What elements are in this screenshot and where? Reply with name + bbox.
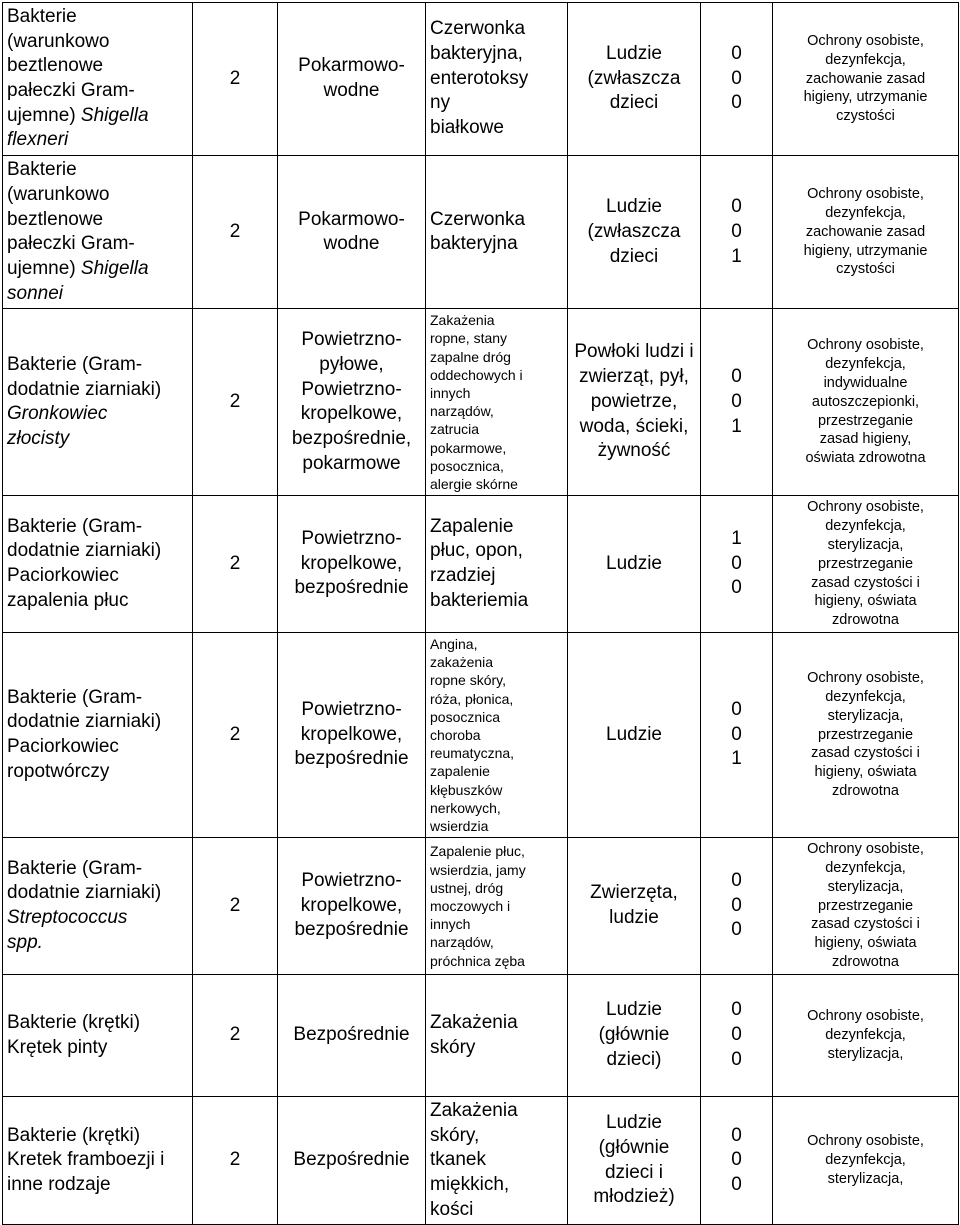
organism-line [7,128,188,153]
organism-text: dodatnie ziarniaki) [7,711,162,733]
table-row [3,633,959,838]
source-line: Ludzie [606,1112,662,1134]
risk-group-value: 2 [229,894,241,916]
classification-digit: 0 [731,220,742,242]
protection-line: przestrzeganie [817,555,914,572]
organism-line [7,378,188,403]
table-row [3,309,959,496]
classification-digit: 0 [731,999,742,1021]
table-row [3,975,959,1097]
disease-cell [426,975,568,1097]
route-line: wodne [323,233,380,255]
classification-digit: 0 [731,552,742,574]
organism-line [7,760,188,785]
classification-cell [701,838,773,975]
protection-line: sterylizacja, [827,1171,904,1188]
route-line: bezpośrednie [294,748,409,770]
source-line: Ludzie [606,196,662,218]
disease-line: moczowych i [430,897,511,914]
disease-line: zapalenie [430,763,490,780]
transmission-route-cell [278,3,426,156]
organism-line [7,881,188,906]
organism-text: zapalenia płuc [7,589,129,611]
route-line: Powietrzno- [301,378,402,400]
source-line: młodzież) [593,1186,675,1208]
protection-cell [773,3,959,156]
organism-line [7,79,188,104]
disease-line: zapalne dróg [430,348,511,365]
transmission-route-cell [278,633,426,838]
source-line: dzieci [609,92,659,114]
organism-line [7,54,188,79]
protection-line: indywidualne [823,374,908,391]
table-body [3,3,959,1225]
protection-line: sterylizacja, [827,878,904,895]
disease-cell [426,496,568,633]
transmission-route-cell [278,838,426,975]
protection-line: czystości [836,108,895,125]
organism-text: Bakterie (Gram- [7,686,143,708]
route-line: Pokarmowo- [298,55,405,77]
disease-line: narządów, [430,403,494,420]
disease-cell [426,156,568,309]
classification-cell [701,975,773,1097]
organism-cell [3,838,193,975]
protection-line: dezynfekcja, [825,1152,906,1169]
disease-line: miękkich, [430,1174,510,1196]
disease-line: rzadziej [430,565,496,587]
organism-latin-name: złocisty [7,427,70,449]
protection-line: zdrowotna [832,783,899,800]
disease-line: narządów, [430,934,494,951]
classification-digit: 1 [731,528,742,550]
route-line: pokarmowe [302,452,401,474]
organism-text: Bakterie (Gram- [7,515,143,537]
organism-line [7,1011,188,1036]
protection-line: przestrzeganie [817,412,914,429]
source-line: (głównie [598,1024,670,1046]
protection-line: zasad higieny, [819,431,912,448]
disease-line: kłębuszków [430,781,503,798]
source-line: (głównie [598,1137,670,1159]
organism-line [7,232,188,257]
protection-line: zasad czystości i [811,745,920,762]
protection-line: Ochrony osobiste, [807,670,924,687]
risk-group-value: 2 [229,67,241,89]
source-cell [568,156,701,309]
route-line: bezpośrednie, [291,427,412,449]
organism-line [7,1148,188,1173]
classification-cell [701,633,773,838]
table-row [3,3,959,156]
disease-line: innych [430,916,471,933]
disease-line: ustnej, dróg [430,879,504,896]
disease-line: innych [430,385,471,401]
disease-line: reumatyczna, [430,745,515,762]
source-line: żywność [597,440,671,462]
route-line: Pokarmowo- [298,208,405,230]
protection-line: Ochrony osobiste, [807,499,924,516]
organism-text: pałeczki Gram- [7,233,135,255]
source-line: Ludzie [606,723,662,745]
disease-line: kości [430,1198,474,1220]
classification-digit: 0 [731,919,742,941]
disease-line: wsierdzia [430,817,489,834]
protection-line: sterylizacja, [827,707,904,724]
organism-line [7,515,188,540]
classification-digit: 0 [731,1024,742,1046]
disease-line: ny [430,92,451,114]
classification-cell [701,309,773,496]
disease-cell [426,1097,568,1225]
source-line: Powłoki ludzi i [574,341,694,363]
route-line: kropelkowe, [300,552,403,574]
classification-digit: 0 [731,1124,742,1146]
classification-digit: 0 [731,1149,742,1171]
classification-digit: 0 [731,1174,742,1196]
transmission-route-cell [278,1097,426,1225]
source-line: woda, ścieki, [579,415,689,437]
organism-latin-name: Streptococcus [7,907,128,929]
route-line: kropelkowe, [300,403,403,425]
risk-group-cell [193,838,278,975]
source-line: zwierząt, pył, [579,366,689,388]
organism-cell [3,156,193,309]
organism-text: Bakterie [7,6,77,27]
organism-text: ropotwórczy [7,760,110,782]
organism-text: Bakterie (Gram- [7,857,143,879]
disease-line: skóry [430,1036,476,1058]
protection-line: zachowanie zasad [805,70,926,87]
classification-digit: 0 [731,894,742,916]
route-line: Powietrzno- [301,528,402,550]
disease-line: płuc, opon, [430,540,523,562]
route-line: bezpośrednie [294,919,409,941]
protection-line: przestrzeganie [817,726,914,743]
protection-line: Ochrony osobiste, [807,186,924,203]
organism-latin-name: spp. [7,931,43,953]
protection-line: autoszczepionki, [811,393,920,410]
source-cell [568,309,701,496]
disease-cell [426,309,568,496]
route-line: pyłowe, [319,353,384,375]
organism-line [7,735,188,760]
source-line: Zwierzęta, [590,882,678,904]
classification-digit: 0 [731,723,742,745]
biohazard-table [2,2,959,1225]
classification-digit: 0 [731,699,742,721]
organism-latin-name: flexneri [7,129,69,151]
organism-line [7,183,188,208]
disease-line: choroba [430,726,481,743]
disease-line: wsierdzia, jamy [430,861,526,878]
disease-line: zatrucia [430,421,480,438]
organism-text: Bakterie [7,159,77,181]
organism-line [7,5,188,30]
disease-line: ropne, stany [430,330,508,347]
classification-digit: 0 [731,577,742,599]
protection-line: zasad czystości i [811,916,920,933]
disease-line: bakteryjna [430,233,518,255]
protection-cell [773,156,959,309]
organism-text: ujemne) [7,104,81,126]
classification-cell [701,156,773,309]
source-cell [568,975,701,1097]
disease-cell [426,838,568,975]
organism-text: Bakterie (krętki) [7,1011,141,1033]
organism-text: Bakterie (Gram- [7,353,143,375]
organism-line [7,589,188,614]
table-row [3,496,959,633]
disease-line: enterotoksy [430,67,529,89]
organism-line [7,427,188,452]
organism-latin-name: Shigella [80,257,149,279]
protection-line: higieny, utrzymanie [803,89,928,106]
source-line: powietrze, [590,390,678,412]
protection-line: sterylizacja, [827,1045,904,1062]
protection-line: dezynfekcja, [825,51,906,68]
risk-group-value: 2 [229,1149,241,1171]
risk-group-cell [193,309,278,496]
protection-line: dezynfekcja, [825,688,906,705]
risk-group-value: 2 [229,390,241,412]
disease-line: róża, płonica, [430,690,514,707]
organism-line [7,353,188,378]
organism-line [7,402,188,427]
protection-line: higieny, oświata [814,764,917,781]
disease-line: Angina, [430,636,478,653]
protection-line: higieny, oświata [814,935,917,952]
route-line: Bezpośrednie [293,1024,410,1046]
organism-line [7,1173,188,1198]
disease-line: białkowe [430,117,504,139]
source-line: (zwłaszcza [587,67,681,89]
protection-line: czystości [836,261,895,278]
protection-cell [773,496,959,633]
organism-line [7,1036,188,1061]
protection-line: dezynfekcja, [825,1027,906,1044]
classification-digit: 1 [731,415,742,437]
classification-digit: 0 [731,92,742,114]
protection-cell [773,838,959,975]
transmission-route-cell [278,496,426,633]
organism-latin-name: sonnei [7,282,63,304]
source-line: Ludzie [606,552,662,574]
protection-line: dezynfekcja, [825,356,906,373]
source-line: dzieci i [604,1161,664,1183]
source-line: (zwłaszcza [587,220,681,242]
protection-line: sterylizacja, [827,536,904,553]
organism-cell [3,1097,193,1225]
classification-digit: 0 [731,67,742,89]
classification-digit: 0 [731,870,742,892]
organism-line [7,857,188,882]
organism-line [7,208,188,233]
source-line: dzieci [609,245,659,267]
disease-line: oddechowych i [430,366,523,383]
organism-cell [3,633,193,838]
protection-line: zasad czystości i [811,574,920,591]
classification-digit: 0 [731,43,742,65]
organism-text: beztlenowe [7,208,104,230]
route-line: Powietrzno- [301,870,402,892]
organism-line [7,104,188,129]
disease-line: bakteryjna, [430,43,523,65]
disease-line: skóry, [430,1124,480,1146]
disease-line: pokarmowe, [430,439,507,456]
classification-cell [701,3,773,156]
disease-line: posocznica, [430,457,504,474]
organism-line [7,564,188,589]
disease-line: tkanek [430,1149,486,1171]
organism-cell [3,496,193,633]
organism-line [7,906,188,931]
protection-line: Ochrony osobiste, [807,32,924,49]
transmission-route-cell [278,975,426,1097]
organism-text: inne rodzaje [7,1174,111,1196]
source-line: dzieci) [606,1048,662,1070]
source-cell [568,838,701,975]
disease-cell [426,633,568,838]
risk-group-value: 2 [229,220,241,242]
protection-line: higieny, utrzymanie [803,242,928,259]
source-cell [568,496,701,633]
classification-cell [701,1097,773,1225]
source-line: Ludzie [606,999,662,1021]
route-line: Powietrzno- [301,699,402,721]
protection-line: przestrzeganie [817,897,914,914]
disease-line: ropne skóry, [430,672,506,689]
organism-text: Kretek framboezji i [7,1149,165,1171]
route-line: Bezpośrednie [293,1149,410,1171]
disease-line: bakteriemia [430,589,529,611]
disease-line: Zakażenia [430,1100,518,1121]
risk-group-cell [193,496,278,633]
classification-digit: 1 [731,245,742,267]
risk-group-value: 2 [229,723,241,745]
organism-text: pałeczki Gram- [7,80,135,102]
organism-text: (warunkowo [7,183,110,205]
route-line: wodne [323,80,380,102]
disease-line: Zapalenie płuc, [430,843,525,860]
protection-line: zdrowotna [832,612,899,629]
classification-digit: 0 [731,366,742,388]
organism-text: Paciorkowiec [7,565,119,587]
organism-line [7,710,188,735]
organism-cell [3,3,193,156]
protection-line: higieny, oświata [814,593,917,610]
disease-line: Zakażenia [430,312,495,329]
route-line: Powietrzno- [301,329,402,351]
organism-latin-name: Shigella [80,104,149,126]
route-line: bezpośrednie [294,577,409,599]
source-line: Ludzie [606,43,662,65]
organism-text: (warunkowo [7,30,110,52]
organism-line [7,30,188,55]
disease-line: Czerwonka [430,208,526,230]
protection-line: dezynfekcja, [825,204,906,221]
organism-text: beztlenowe [7,55,104,77]
organism-line [7,1124,188,1149]
source-cell [568,1097,701,1225]
organism-text: Bakterie (krętki) [7,1124,141,1146]
organism-cell [3,975,193,1097]
table-row [3,1097,959,1225]
protection-cell [773,975,959,1097]
risk-group-cell [193,1097,278,1225]
classification-digit: 0 [731,1048,742,1070]
risk-group-value: 2 [229,552,241,574]
classification-digit: 0 [731,390,742,412]
classification-digit: 1 [731,748,742,770]
protection-line: zdrowotna [832,954,899,971]
organism-line [7,931,188,956]
protection-line: Ochrony osobiste, [807,1133,924,1150]
risk-group-cell [193,975,278,1097]
organism-line [7,539,188,564]
source-line: ludzie [609,907,659,929]
disease-cell [426,3,568,156]
organism-cell [3,309,193,496]
organism-text: Krętek pinty [7,1036,108,1058]
source-cell [568,3,701,156]
organism-text: dodatnie ziarniaki) [7,378,162,400]
classification-digit: 0 [731,196,742,218]
table-row [3,156,959,309]
protection-line: Ochrony osobiste, [807,841,924,858]
disease-line: Zakażenia [430,1011,518,1033]
organism-line [7,686,188,711]
classification-cell [701,496,773,633]
protection-line: Ochrony osobiste, [807,1008,924,1025]
transmission-route-cell [278,156,426,309]
protection-line: dezynfekcja, [825,859,906,876]
protection-cell [773,633,959,838]
disease-line: alergie skórne [430,475,518,492]
transmission-route-cell [278,309,426,496]
organism-text: dodatnie ziarniaki) [7,540,162,562]
disease-line: próchnica zęba [430,952,525,969]
organism-text: ujemne) [7,257,81,279]
organism-line [7,282,188,307]
route-line: kropelkowe, [300,894,403,916]
protection-line: dezynfekcja, [825,517,906,534]
organism-text: dodatnie ziarniaki) [7,882,162,904]
risk-group-cell [193,633,278,838]
organism-line [7,257,188,282]
disease-line: Czerwonka [430,18,526,40]
organism-line [7,158,188,183]
risk-group-cell [193,3,278,156]
source-cell [568,633,701,838]
protection-line: oświata zdrowotna [805,450,926,467]
disease-line: Zapalenie [430,515,514,537]
protection-line: Ochrony osobiste, [807,337,924,354]
disease-line: zakażenia [430,654,494,671]
protection-cell [773,1097,959,1225]
route-line: kropelkowe, [300,723,403,745]
protection-line: zachowanie zasad [805,223,926,240]
table-row [3,838,959,975]
disease-line: nerkowych, [430,799,501,816]
protection-cell [773,309,959,496]
organism-text: Paciorkowiec [7,736,119,758]
disease-line: posocznica [430,708,501,725]
organism-latin-name: Gronkowiec [7,403,108,425]
risk-group-value: 2 [229,1024,241,1046]
risk-group-cell [193,156,278,309]
